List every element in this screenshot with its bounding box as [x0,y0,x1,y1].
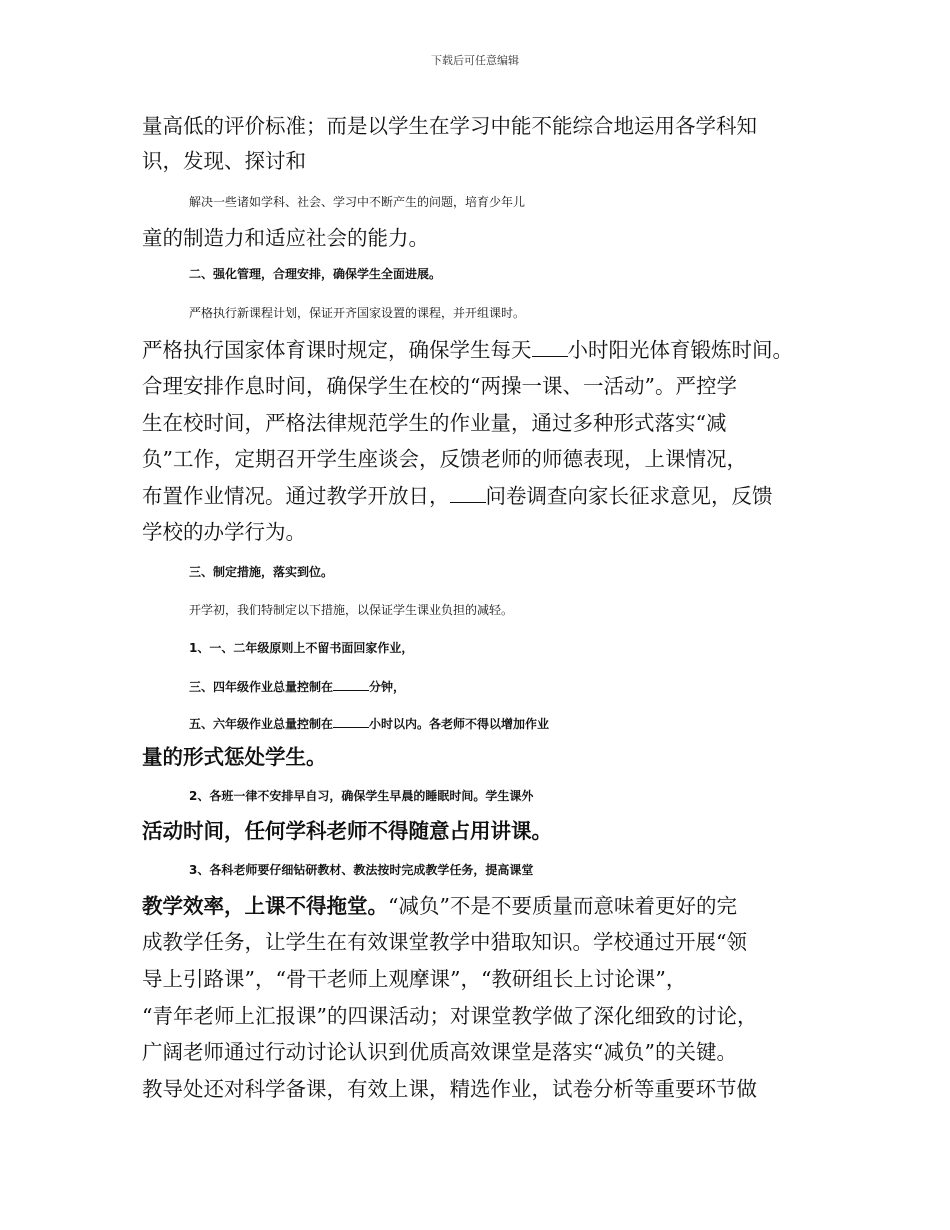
section-heading: 三、制定措施，落实到位。 [189,565,334,579]
text-line: 广阔老师通过行动讨论认识到优质高效课堂是落实“减负”的关键。 [142,1040,737,1064]
list-item: 三、四年级作业总量控制在 分钟， [189,672,869,701]
text-line: 严格执行国家体育课时规定，确保学生每天 小时阳光体育锻炼时间。 [142,338,793,362]
text-line: 成教学任务，让学生在有效课堂教学中猎取知识。学校通过开展“领 [142,930,747,954]
text-line: 生在校时间，严格法律规范学生的作业量，通过多种形式落实“减 [142,411,727,435]
text-line: 童的制造力和适应社会的能力。 [142,226,429,250]
text-line: 解决一些诸如学科、社会、学习中不断产生的问题，培育少年儿 [189,195,526,209]
fill-blank [333,709,369,728]
list-item: 1、一、二年级原则上不留书面回家作业， [189,641,414,655]
section-heading: 二、强化管理，合理安排，确保学生全面进展。 [189,267,442,281]
text-line: 教导处还对科学备课，有效上课，精选作业，试卷分析等重要环节做 [142,1077,757,1101]
text-line: 布置作业情况。通过教学开放日， 问卷调查向家长征求意见，反馈 [142,484,773,508]
list-item: 2、各班一律不安排早自习，确保学生早晨的睡眠时间。学生课外 [189,789,534,803]
text-line: 合理安排作息时间，确保学生在校的“两操一课、一活动”。严控学 [142,374,737,398]
fill-blank [333,672,369,691]
text-line: 开学初，我们特制定以下措施，以保证学生课业负担的减轻。 [189,603,514,617]
text-line: 严格执行新课程计划，保证开齐国家设置的课程，并开组课时。 [189,306,526,320]
text-line: 导上引路课”，“骨干老师上观摩课”，“教研组长上讨论课”， [142,967,687,991]
fill-blank [532,338,568,357]
list-item: 五、六年级作业总量控制在 小时以内。各老师不得以增加作业 [189,709,869,738]
text-line: 识，发现、探讨和 [142,149,306,173]
text-line: 量高低的评价标准；而是以学生在学习中能不能综合地运用各学科知 [142,114,757,138]
text-line: 量的形式惩处学生。 [142,745,327,769]
text-line: 学校的办学行为。 [142,520,306,544]
list-item: 3、各科老师要仔细钻研教材、教法按时完成教学任务，提高课堂 [189,863,534,877]
text-line: 活动时间，任何学科老师不得随意占用讲课。 [142,819,552,843]
fill-blank [450,484,486,503]
text-line: 教学效率，上课不得拖堂。“减负”不是不要质量而意味着更好的完 [142,894,737,918]
text-line: “青年老师上汇报课”的四课活动；对课堂教学做了深化细致的讨论， [142,1004,758,1028]
text-line: 负”工作，定期召开学生座谈会，反馈老师的师德表现，上课情况， [142,447,747,471]
page-header: 下载后可任意编辑 [431,54,519,67]
